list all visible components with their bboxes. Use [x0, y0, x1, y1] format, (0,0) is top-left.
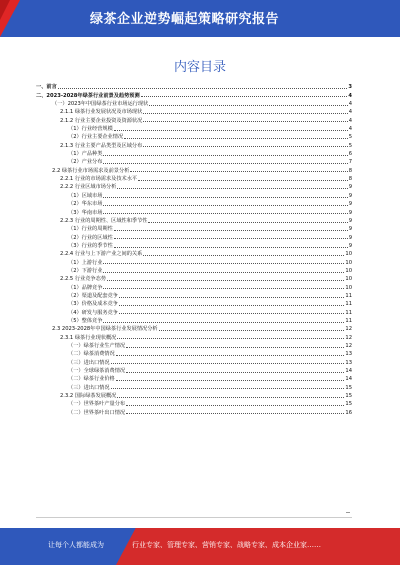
toc-entry-label: 2.2.3 行业的周期性、区域性和季节性: [60, 217, 148, 224]
toc-entry-page: 13: [345, 351, 352, 358]
toc-entry[interactable]: [36, 332, 352, 340]
toc-entry-label: （一）全球绿茶消费情况: [68, 368, 126, 375]
toc-leader-dots: [103, 205, 347, 206]
header-red-accent-dark: [0, 0, 10, 20]
toc-entry-page: 9: [348, 217, 352, 224]
toc-entry-page: 4: [348, 101, 352, 108]
toc-entry[interactable]: [36, 124, 352, 132]
toc-entry-label: 2.3.1 绿茶行业现状概况: [60, 334, 117, 341]
toc-leader-dots: [119, 305, 344, 306]
toc-entry[interactable]: [36, 107, 352, 115]
toc-entry[interactable]: [36, 216, 352, 224]
toc-entry-label: （5）整体竞争: [68, 317, 103, 324]
toc-entry-page: 10: [345, 284, 352, 291]
toc-entry-label: 2.2.4 行业与上下游产业之间的关系: [60, 251, 143, 258]
toc-entry[interactable]: [36, 90, 352, 98]
toc-leader-dots: [143, 121, 347, 122]
toc-entry[interactable]: [36, 174, 352, 182]
toc-entry-label: （1）行业经营规模: [68, 126, 113, 133]
toc-entry-label: 2.1.3 行业主要产品类型及区域分布: [60, 142, 143, 149]
toc-entry[interactable]: [36, 307, 352, 315]
toc-leader-dots: [119, 297, 344, 298]
toc-entry-label: 2.2.1 行业的市场需求及技术水平: [60, 176, 138, 183]
toc-entry-label: 一、前言: [36, 84, 57, 91]
toc-entry-page: 10: [345, 259, 352, 266]
toc-entry-page: 10: [345, 276, 352, 283]
toc-entry-page: 9: [348, 234, 352, 241]
toc-leader-dots: [103, 322, 344, 323]
toc-entry-label: （1）上游行业: [68, 259, 103, 266]
toc-entry-page: 11: [345, 317, 352, 324]
toc-entry-label: （1）产品种类: [68, 151, 103, 158]
toc-entry[interactable]: [36, 224, 352, 232]
toc-entry[interactable]: [36, 291, 352, 299]
toc-entry-page: 12: [345, 326, 352, 333]
toc-entry-page: 7: [348, 159, 352, 166]
toc-leader-dots: [148, 222, 347, 223]
toc-leader-dots: [103, 272, 344, 273]
toc-leader-dots: [130, 171, 347, 172]
toc-entry-page: 4: [348, 109, 352, 116]
toc-leader-dots: [143, 146, 347, 147]
toc-entry-label: （2）行业的区域性: [68, 234, 113, 241]
toc-entry-page: 15: [345, 384, 352, 391]
toc-leader-dots: [138, 180, 348, 181]
toc-leader-dots: [107, 280, 344, 281]
toc-leader-dots: [117, 397, 344, 398]
toc-leader-dots: [119, 313, 344, 314]
toc-entry-page: 3: [348, 84, 352, 91]
toc-entry-label: 2.1.1 绿茶行业发展状况及市场现状: [60, 109, 143, 116]
toc-entry-page: 6: [348, 151, 352, 158]
toc-entry[interactable]: [36, 157, 352, 165]
toc-entry[interactable]: [36, 349, 352, 357]
toc-leader-dots: [103, 213, 347, 214]
toc-entry-label: 2.2.5 行业竞争态势: [60, 276, 106, 283]
page-marker: [346, 512, 350, 513]
toc-entry-label: （1）品牌竞争: [68, 284, 103, 291]
toc-entry-page: 9: [348, 192, 352, 199]
toc-entry-label: 二、2023-2028年绿茶行业前景及趋势预测: [36, 92, 140, 99]
toc-entry-label: （2）华东市场: [68, 201, 103, 208]
toc-entry-page: 15: [345, 401, 352, 408]
toc-entry-page: 11: [345, 301, 352, 308]
toc-entry[interactable]: [36, 341, 352, 349]
toc-entry-label: （一）2023年中国绿茶行业市场运行现状: [52, 101, 149, 108]
toc-entry-page: 15: [345, 393, 352, 400]
toc-entry[interactable]: [36, 282, 352, 290]
toc-entry[interactable]: [36, 232, 352, 240]
toc-leader-dots: [126, 405, 344, 406]
toc-entry-label: 2.3.2 国际绿茶发展概况: [60, 393, 117, 400]
toc-entry-page: 12: [345, 343, 352, 349]
toc-entry-label: 2.2.2 行业区域市场分析: [60, 184, 117, 191]
toc-leader-dots: [141, 96, 348, 97]
toc-leader-dots: [126, 413, 344, 414]
toc-entry-page: 4: [348, 126, 352, 133]
toc-entry[interactable]: [36, 266, 352, 274]
toc-entry[interactable]: [36, 324, 352, 332]
toc-leader-dots: [117, 338, 344, 339]
toc-entry-page: 9: [348, 209, 352, 216]
toc-entry[interactable]: [36, 165, 352, 173]
toc-leader-dots: [159, 330, 345, 331]
toc-heading: 内容目录: [173, 60, 226, 75]
toc-leader-dots: [116, 380, 345, 381]
toc-leader-dots: [111, 388, 345, 389]
toc-entry-page: 9: [348, 226, 352, 233]
toc-entry-label: 2.3 2023-2028年中国绿茶行业发展情况分析: [52, 326, 158, 333]
toc-leader-dots: [114, 230, 348, 231]
toc-entry-page: 14: [345, 376, 352, 383]
toc-entry[interactable]: [36, 249, 352, 257]
toc-leader-dots: [143, 255, 344, 256]
toc-entry[interactable]: [36, 391, 352, 399]
toc-entry-page: 9: [348, 242, 352, 249]
toc-entry-label: （4）研发与服务竞争: [68, 309, 118, 316]
report-title: 绿茶企业逆势崛起策略研究报告: [90, 12, 280, 27]
toc-entry-page: 11: [345, 309, 352, 316]
toc-leader-dots: [117, 188, 347, 189]
toc-entry[interactable]: [36, 257, 352, 265]
toc-entry-page: 5: [348, 134, 352, 141]
toc-entry-label: （一）世界茶叶产量分布: [68, 401, 126, 408]
toc-leader-dots: [111, 363, 345, 364]
toc-entry-label: 2.1.2 行业主要企业投资及资源状况: [60, 117, 143, 124]
toc-entry-label: 2.2 绿茶行业市场需求及前景分析: [52, 167, 130, 174]
toc-entry-label: （二）世界茶叶出口情况: [68, 409, 126, 416]
toc-leader-dots: [103, 155, 347, 156]
toc-entry-page: 14: [345, 368, 352, 375]
toc-leader-dots: [124, 138, 348, 139]
footer-bar: [0, 528, 400, 565]
table-of-contents: [36, 82, 352, 416]
toc-entry-page: 10: [345, 251, 352, 258]
toc-entry-page: 12: [345, 334, 352, 341]
toc-leader-dots: [114, 130, 348, 131]
toc-entry[interactable]: [36, 207, 352, 215]
toc-entry-page: 5: [348, 142, 352, 149]
toc-entry-page: 10: [345, 267, 352, 274]
toc-entry-label: （3）价格及成本竞争: [68, 301, 118, 308]
header-bar: [0, 0, 400, 37]
footer-slogan: 让每个人都能成为: [48, 541, 104, 549]
toc-entry-label: （2）下游行业: [68, 267, 103, 274]
toc-entry-label: （2）渠道及配套竞争: [68, 292, 118, 299]
toc-entry[interactable]: [36, 241, 352, 249]
toc-entry-label: （1）行业的周期性: [68, 226, 113, 233]
toc-entry[interactable]: [36, 182, 352, 190]
toc-entry[interactable]: [36, 382, 352, 390]
footer-tagline: 行业专家、管理专家、营销专家、战略专家、成本企业家……: [132, 541, 321, 549]
toc-entry[interactable]: [36, 357, 352, 365]
toc-leader-dots: [103, 163, 347, 164]
toc-entry[interactable]: [36, 199, 352, 207]
toc-entry-page: 4: [348, 117, 352, 124]
toc-leader-dots: [103, 288, 344, 289]
toc-entry[interactable]: [36, 316, 352, 324]
toc-entry-page: 8: [348, 167, 352, 174]
toc-entry-label: （二）绿茶消费情况: [68, 351, 115, 358]
toc-leader-dots: [126, 347, 344, 348]
toc-leader-dots: [126, 372, 344, 373]
toc-entry-page: 9: [348, 184, 352, 191]
toc-entry[interactable]: [36, 99, 352, 107]
toc-leader-dots: [103, 263, 344, 264]
toc-leader-dots: [58, 88, 348, 89]
toc-entry[interactable]: [36, 190, 352, 198]
footer-divider: [36, 517, 352, 518]
toc-entry-label: （一）绿茶行业生产情况: [68, 343, 126, 349]
toc-entry[interactable]: [36, 132, 352, 140]
toc-entry[interactable]: [36, 115, 352, 123]
toc-entry-label: （三）进出口情况: [68, 384, 110, 391]
toc-entry[interactable]: [36, 274, 352, 282]
toc-leader-dots: [149, 105, 347, 106]
toc-leader-dots: [116, 355, 345, 356]
toc-entry-label: （2）产业分布: [68, 159, 103, 166]
toc-entry[interactable]: [36, 140, 352, 148]
toc-entry-page: 13: [345, 359, 352, 366]
toc-leader-dots: [114, 238, 348, 239]
toc-entry[interactable]: [36, 374, 352, 382]
toc-leader-dots: [103, 197, 347, 198]
toc-entry-label: （3）华南市场: [68, 209, 103, 216]
toc-entry[interactable]: [36, 149, 352, 157]
toc-entry-page: 11: [345, 292, 352, 299]
toc-entry-page: 4: [348, 92, 352, 99]
toc-leader-dots: [114, 247, 348, 248]
toc-entry-label: （2）行业主要企业情况: [68, 134, 124, 141]
toc-entry[interactable]: [36, 399, 352, 407]
toc-entry-label: （1）区域市场: [68, 192, 103, 199]
toc-entry-page: 16: [345, 409, 352, 416]
toc-entry[interactable]: [36, 366, 352, 374]
toc-entry[interactable]: [36, 407, 352, 415]
toc-entry[interactable]: [36, 82, 352, 90]
toc-entry-label: （三）进出口情况: [68, 359, 110, 366]
toc-entry[interactable]: [36, 299, 352, 307]
toc-entry-label: （3）行业的季节性: [68, 242, 113, 249]
toc-entry-page: 9: [348, 201, 352, 208]
toc-leader-dots: [143, 113, 347, 114]
toc-entry-label: （二）绿茶行业价格: [68, 376, 115, 383]
toc-entry-page: 8: [348, 176, 352, 183]
